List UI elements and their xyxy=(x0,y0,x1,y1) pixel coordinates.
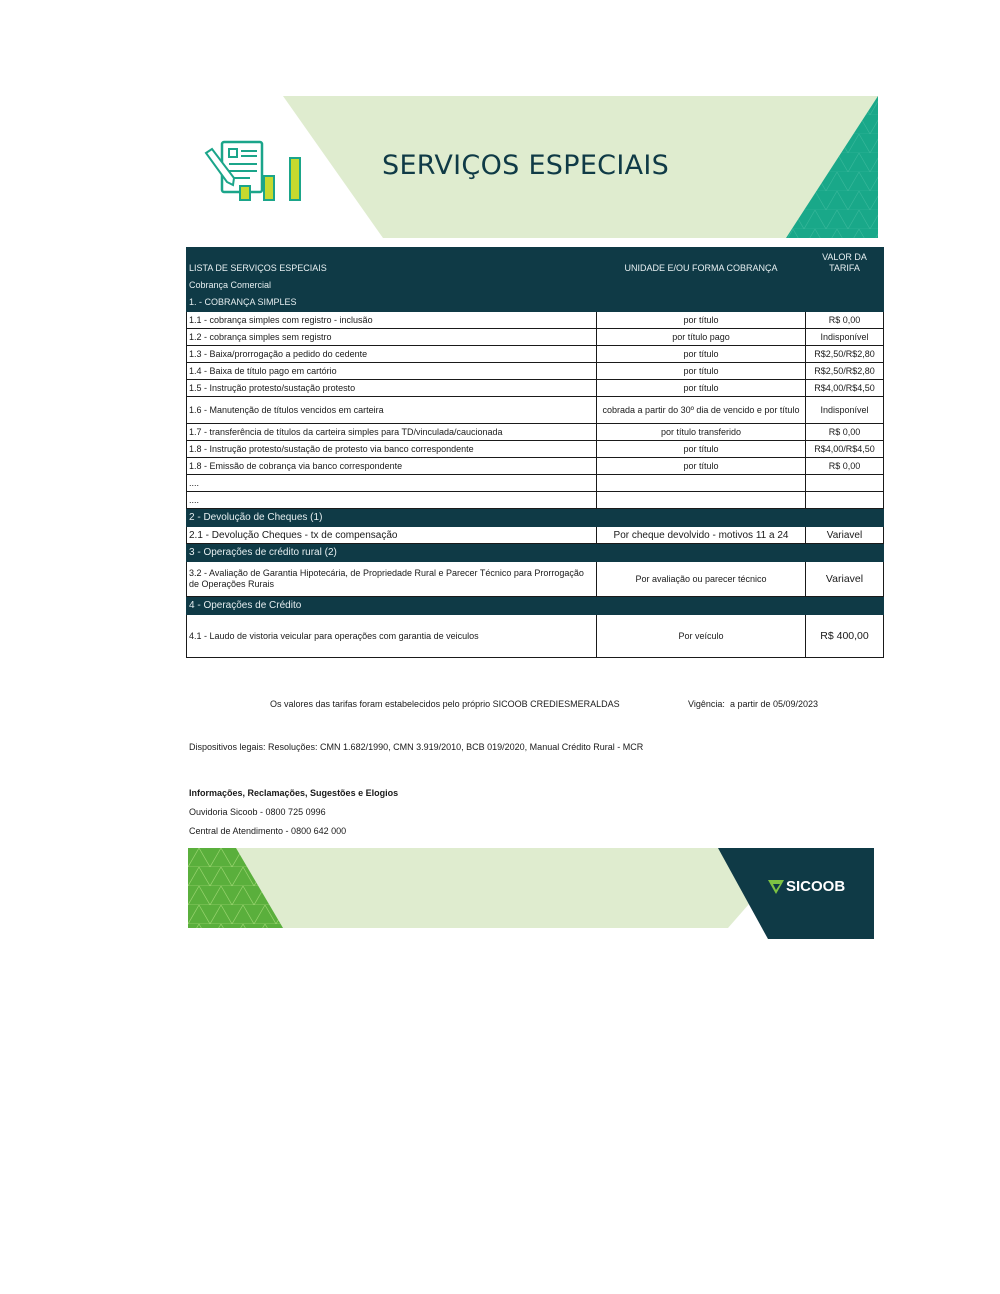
ombudsman-phone: Ouvidoria Sicoob - 0800 725 0996 xyxy=(189,807,326,817)
service-cell: 1.7 - transferência de títulos da carteira simples para TD/vinculada/caucionada xyxy=(187,424,597,441)
unit-cell: Por cheque devolvido - motivos 11 a 24 xyxy=(597,527,806,544)
unit-cell: por título transferido xyxy=(597,424,806,441)
service-cell: 1.8 - Instrução protesto/sustação de protesto via banco correspondente xyxy=(187,441,597,458)
value-cell: Variavel xyxy=(806,527,884,544)
table-row xyxy=(187,397,884,424)
service-cell: 1.1 - cobrança simples com registro - inclusão xyxy=(187,312,597,329)
value-cell: Variavel xyxy=(806,562,884,597)
unit-cell: por título pago xyxy=(597,329,806,346)
service-cell: 1.8 - Emissão de cobrança via banco correspondente xyxy=(187,458,597,475)
value-cell: R$2,50/R$2,80 xyxy=(806,363,884,380)
section-title: 2 - Devolução de Cheques (1) xyxy=(187,509,884,527)
value-cell: R$2,50/R$2,80 xyxy=(806,346,884,363)
document-chart-icon xyxy=(202,140,312,206)
service-cell: 4.1 - Laudo de vistoria veicular para operações com garantia de veiculos xyxy=(187,615,597,658)
section-title: 1. - COBRANÇA SIMPLES xyxy=(187,294,884,312)
table-row xyxy=(187,329,884,346)
unit-cell: por título xyxy=(597,346,806,363)
value-cell: R$4,00/R$4,50 xyxy=(806,380,884,397)
service-center-phone: Central de Atendimento - 0800 642 000 xyxy=(189,826,347,836)
tariff-table xyxy=(186,247,884,658)
subheader-label: Cobrança Comercial xyxy=(187,277,884,294)
table-row xyxy=(187,380,884,397)
unit-cell: por título xyxy=(597,380,806,397)
value-cell: Indisponível xyxy=(806,397,884,424)
table-row xyxy=(187,441,884,458)
value-cell: R$ 0,00 xyxy=(806,312,884,329)
service-cell: 1.2 - cobrança simples sem registro xyxy=(187,329,597,346)
service-cell: 1.3 - Baixa/prorrogação a pedido do cedente xyxy=(187,346,597,363)
service-cell: 2.1 - Devolução Cheques - tx de compensação xyxy=(187,527,597,544)
table-row xyxy=(187,312,884,329)
footer-banner-graphic xyxy=(188,848,874,939)
header-value: VALOR DA TARIFA xyxy=(806,248,884,277)
service-cell: 1.4 - Baixa de título pago em cartório xyxy=(187,363,597,380)
unit-cell: cobrada a partir do 30º dia de vencido e por título xyxy=(597,397,806,424)
header-services: LISTA DE SERVIÇOS ESPECIAIS xyxy=(187,248,597,277)
table-header-row xyxy=(187,248,884,277)
table-row xyxy=(187,562,884,597)
validity-label: Vigência: xyxy=(688,699,725,709)
footer-banner xyxy=(188,848,874,939)
table-row xyxy=(187,458,884,475)
value-cell: Indisponível xyxy=(806,329,884,346)
section-row xyxy=(187,544,884,562)
value-cell xyxy=(806,492,884,509)
section-title: 3 - Operações de crédito rural (2) xyxy=(187,544,884,562)
contact-title: Informações, Reclamações, Sugestões e Elogios xyxy=(189,788,399,798)
unit-cell: por título xyxy=(597,458,806,475)
unit-cell: Por avaliação ou parecer técnico xyxy=(597,562,806,597)
service-cell: 3.2 - Avaliação de Garantia Hipotecária, de Propriedade Rural e Parecer Técnico para Prorrogação de Operações Rurais xyxy=(187,562,597,597)
tariff-note: Os valores das tarifas foram estabelecidos pelo próprio SICOOB CREDIESMERALDAS xyxy=(270,699,620,709)
subheader-row xyxy=(187,277,884,294)
unit-cell: por título xyxy=(597,363,806,380)
validity-value: a partir de 05/09/2023 xyxy=(730,699,819,709)
unit-cell: por título xyxy=(597,441,806,458)
table-row xyxy=(187,424,884,441)
unit-cell xyxy=(597,475,806,492)
value-cell: R$ 0,00 xyxy=(806,458,884,475)
service-cell: 1.5 - Instrução protesto/sustação protesto xyxy=(187,380,597,397)
section-row xyxy=(187,509,884,527)
service-cell: .... xyxy=(187,492,597,509)
unit-cell: por título xyxy=(597,312,806,329)
value-cell: R$ 0,00 xyxy=(806,424,884,441)
table-row xyxy=(187,346,884,363)
table-row xyxy=(187,475,884,492)
value-cell xyxy=(806,475,884,492)
table-row xyxy=(187,492,884,509)
section-row xyxy=(187,294,884,312)
table-row xyxy=(187,363,884,380)
service-cell: .... xyxy=(187,475,597,492)
header-unit: UNIDADE E/OU FORMA COBRANÇA xyxy=(597,248,806,277)
unit-cell xyxy=(597,492,806,509)
service-cell: 1.6 - Manutenção de títulos vencidos em carteira xyxy=(187,397,597,424)
unit-cell: Por veículo xyxy=(597,615,806,658)
value-cell: R$ 400,00 xyxy=(806,615,884,658)
legal-provisions: Dispositivos legais: Resoluções: CMN 1.682/1990, CMN 3.919/2010, BCB 019/2020, Manual Crédito Rural - MCR xyxy=(189,742,644,752)
value-cell: R$4,00/R$4,50 xyxy=(806,441,884,458)
page-title: SERVIÇOS ESPECIAIS xyxy=(382,150,670,181)
table-row xyxy=(187,615,884,658)
sicoob-brand: SICOOB xyxy=(786,878,846,895)
section-title: 4 - Operações de Crédito xyxy=(187,597,884,615)
section-row xyxy=(187,597,884,615)
table-row xyxy=(187,527,884,544)
